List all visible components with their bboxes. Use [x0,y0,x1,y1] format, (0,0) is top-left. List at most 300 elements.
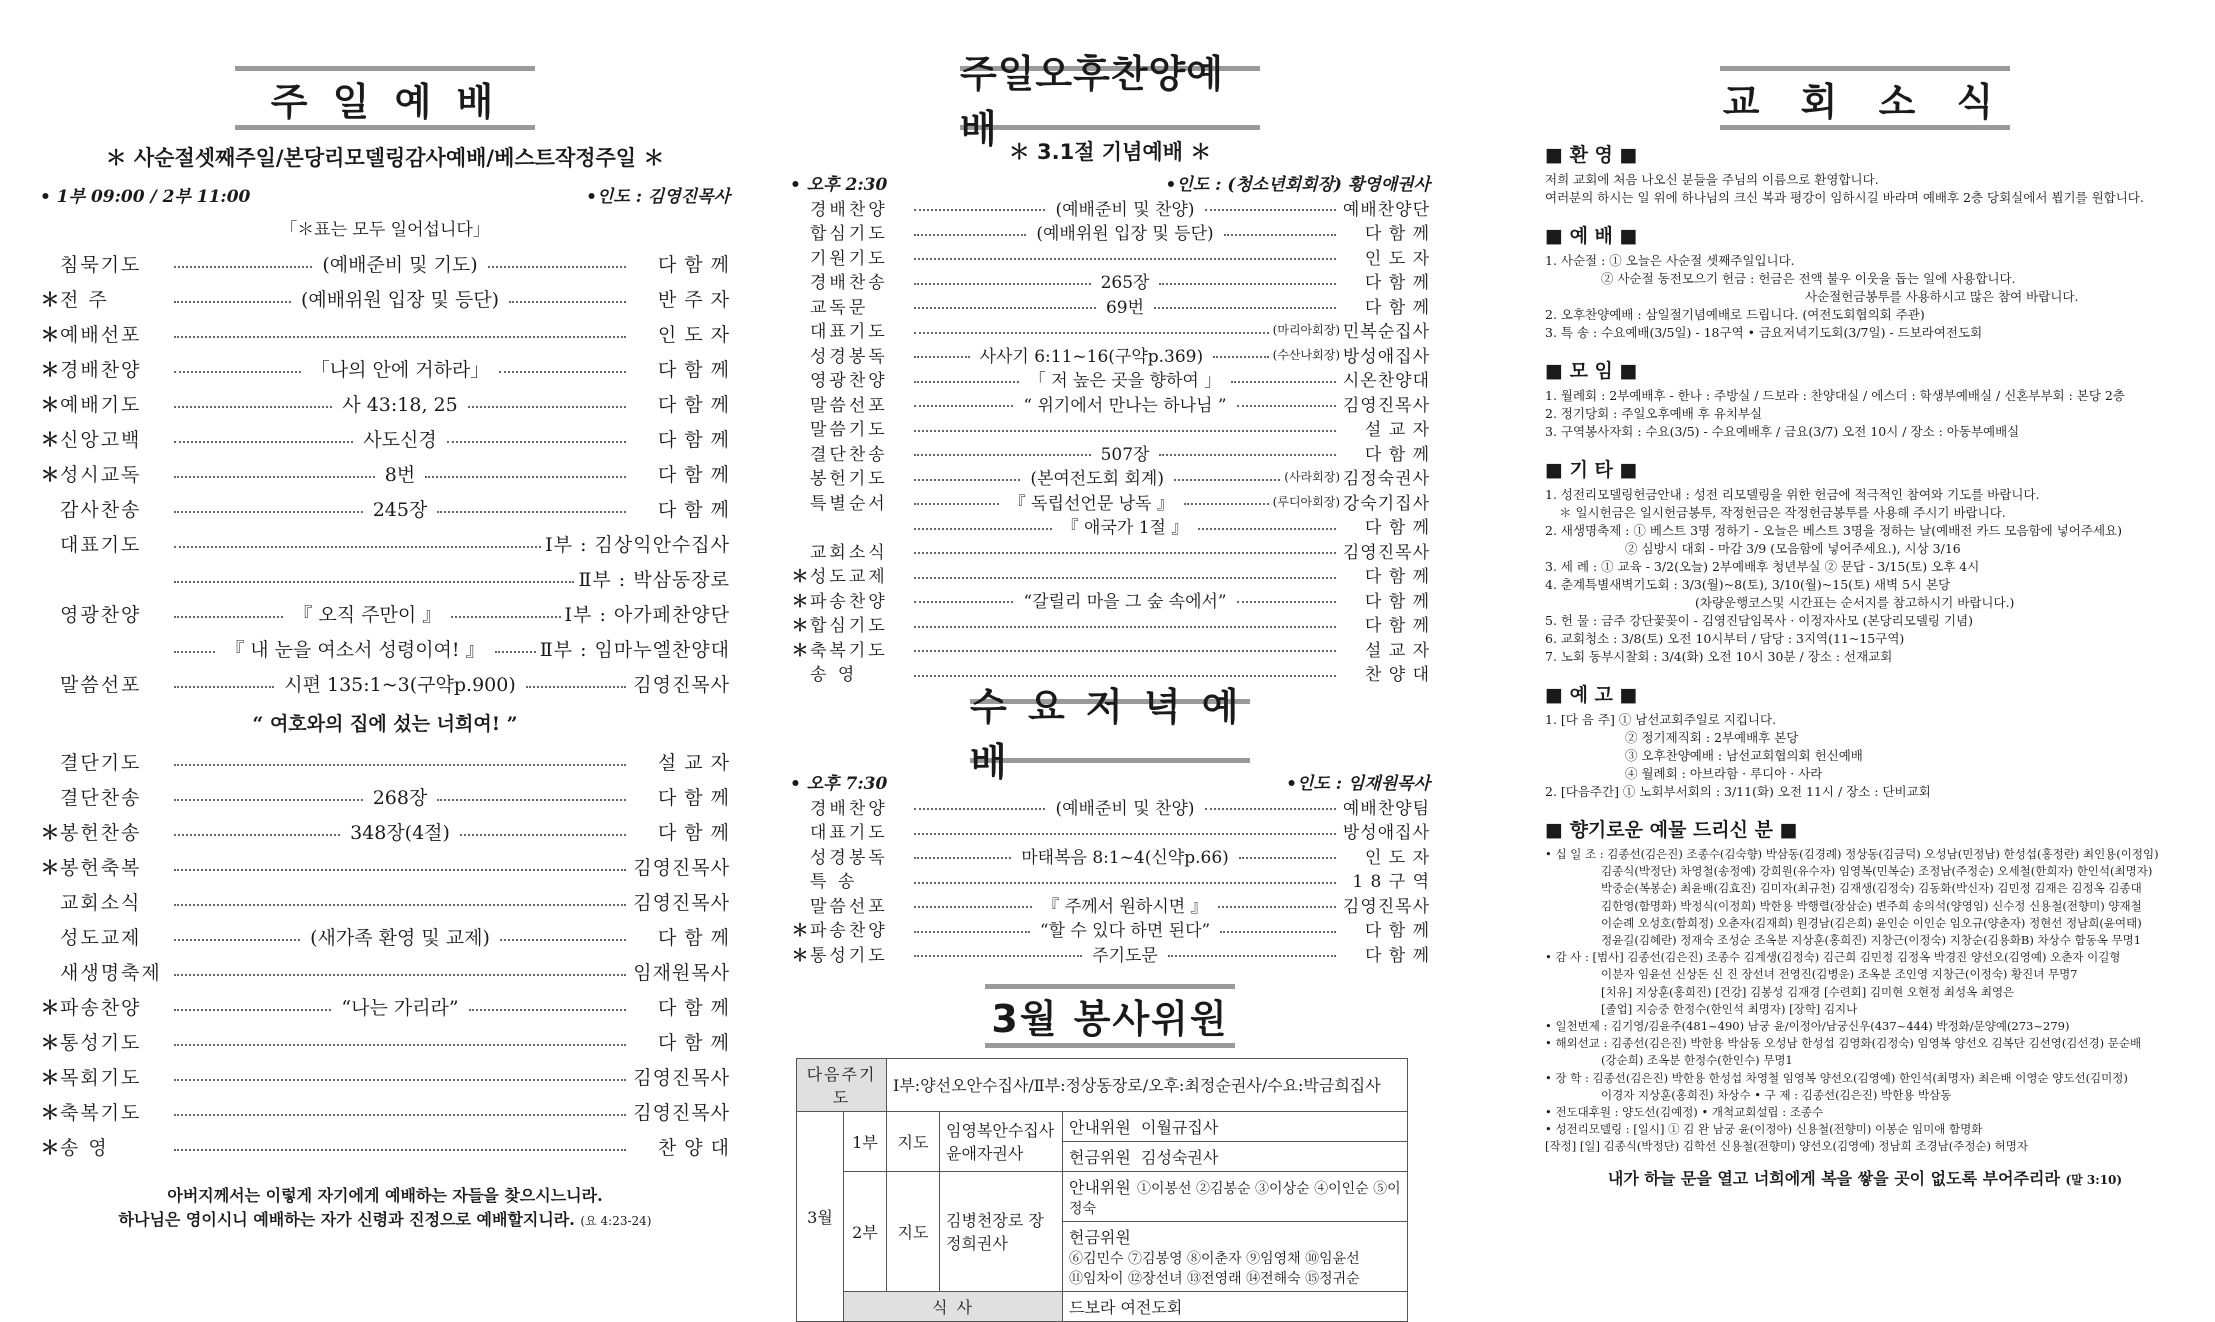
service-row [40,884,730,919]
service-row [790,342,1430,367]
service-row [790,391,1430,416]
leader-dots [174,266,312,268]
etc-section [1545,455,2185,666]
final-verse-ref: (말 3:10) [2065,1172,2123,1187]
part2-offering-value-1: ⑥김민수 ⑦김봉영 ⑧이춘자 ⑨임영채 ⑩임윤선 [1069,1250,1360,1267]
leader-dots [914,209,1045,211]
service-row [40,561,730,596]
leader-dots [914,833,1336,835]
donor-line: 이순례 오성호(함희정) 오춘자(김재희) 원경남(김은희) 윤인순 이인순 임오규(양춘자) 정현선 정남희(윤여태) [1601,915,2142,930]
leader-dots [174,799,363,801]
afternoon-worship-column [790,0,1431,1317]
service-item-detail: 마태복음 8:1~4(신약p.66) [1021,847,1229,868]
service-item-person: 설 교 자 [1364,420,1430,441]
leader-dots [437,511,626,513]
leader-dots [1213,356,1269,358]
meal-label: 식 사 [844,1291,1063,1321]
notice-line: ② 정기제직회 : 2부예배후 본당 [1625,730,1799,745]
service-item-name: 대표기도 [810,322,888,343]
service-row [790,868,1430,893]
service-item-name: 말씀선포 [810,395,888,416]
part1-offering-row [1063,1141,1408,1171]
service-row [790,612,1430,637]
service-item-person: 다 함 께 [657,499,730,521]
leader-dots [914,857,1011,859]
leader-dots [914,454,1091,456]
leader-dots [914,931,1030,933]
church-news-column [1545,0,2185,1240]
stand-mark: ＊ [40,464,60,486]
donor-line: 김종식(박정단) 차영철(송정예) 강희원(유수자) 임영복(민복순) 조정남(주정순) 오세철(한희자) 한인석(최명자) [1601,864,2153,879]
donor-line: [작정] [일] 김종식(박정단) 김학선 신용철(전향미) 양선오(김영예) 정남희 조경남(주정순) 허명자 [1545,1139,2029,1154]
notice-line: 2. [다음주간] ① 노회부서회의 : 3/11(화) 오전 11시 / 장소 : 단비교회 [1545,784,1931,799]
stand-mark: ＊ [791,640,809,661]
service-item-detail: 『 주께서 원하시면 』 [1042,896,1208,917]
service-row [40,1129,730,1164]
leader-dots [174,1009,331,1011]
church-news-title: 교 회 소 식 [1722,79,2008,124]
notice-line: ③ 오후찬양예배 : 남선교회협의회 헌신예배 [1625,748,1863,763]
leader-dots [914,955,1082,957]
service-item-name: 성시교독 [60,464,142,486]
service-item-person: 김영진목사 [633,892,730,914]
stand-mark: ＊ [40,1102,60,1124]
service-row [790,819,1430,844]
service-row [790,843,1430,868]
worship-time: • 1부 09:00 / 2부 11:00 [40,187,251,207]
leader-dots [500,939,626,941]
service-item-person: 다 함 께 [657,394,730,416]
meeting-heading: ■ 모 임 ■ [1545,360,1638,382]
service-item-person: 다 함 께 [1364,273,1430,294]
service-item-name: 말씀기도 [810,420,888,441]
donor-line: 이경자 지상훈(홍희진) 차상수 • 구 제 : 김종선(김은진) 박한용 박삼동 [1601,1087,1952,1102]
next-prayer-value: Ⅰ부:양선오안수집사/Ⅱ부:정상동장로/오후:최정순권사/수요:박금희집사 [887,1058,1408,1111]
service-item-person: 김영진목사 [633,1067,730,1089]
service-item-person: 시온찬양대 [1342,371,1430,392]
leader-dots [469,1009,626,1011]
service-item-name: 파송찬양 [810,921,888,942]
service-item-person: 찬 양 대 [1364,665,1430,686]
role-note: (수산나회장) [1272,347,1340,362]
notice-line: ④ 월례회 : 아브라함 · 루디아 · 사라 [1625,766,1823,781]
part2-cell: 2부 [844,1171,887,1291]
leader-dots [914,808,1045,810]
leader-dots [1205,209,1336,211]
service-row [790,269,1430,294]
leader-dots [914,258,1336,260]
leader-dots [174,904,626,906]
service-item-name: 예배기도 [60,394,142,416]
leader-dots [509,301,626,303]
welcome-line: 여러분의 하시는 일 위에 하나님의 크신 복과 평강이 임하시길 바라며 예배후 2층 당회실에서 뵙기를 원합니다. [1545,190,2144,205]
service-item-person: 찬 양 대 [657,1137,730,1159]
service-item-name: 전 주 [60,289,109,311]
service-item-name: 송 영 [810,665,858,686]
leader-dots [174,476,375,478]
service-item-name: 교독문 [810,297,869,318]
service-item-person: 다 함 께 [1364,224,1430,245]
service-item-detail: “ 위기에서 만나는 하나님 ” [1023,395,1227,416]
service-row [40,316,730,351]
donor-line: • 십 일 조 : 김종선(김은진) 조종수(김숙향) 박삼동(김경례) 정상동(김금덕) 오성남(민정남) 한성섭(홍정란) 최인용(이정임) [1545,847,2159,861]
etc-line: 5. 헌 물 : 금주 강단꽃꽂이 - 김영진담임목사 · 이정자사모 (본당리모델링 기념) [1545,613,1973,628]
part1-guide-row [1063,1111,1408,1141]
service-item-person: 다 함 께 [1364,921,1430,942]
service-item-name: 결단찬송 [60,787,142,809]
service-item-person: 다 함 께 [1364,591,1430,612]
leader-dots [174,511,363,513]
service-item-person: 다 함 께 [657,254,731,276]
service-row [790,195,1430,220]
welcome-section [1545,140,2185,207]
meeting-line: 1. 월례회 : 2부예배후 - 한나 : 주방실 / 드보라 : 찬양대실 / 에스더 : 학생부예배실 / 신혼부부회 : 본당 2층 [1545,388,2125,403]
leader-dots [174,371,301,373]
leader-dots [914,601,1013,603]
part2-guide-row [1063,1171,1408,1221]
service-item-name: 특 송 [810,872,858,893]
next-prayer-label: 다음주기도 [797,1058,887,1111]
notice-heading: ■ 예 고 ■ [1545,684,1638,706]
leader-dots [1237,601,1336,603]
wednesday-order-of-service [790,794,1430,966]
service-item-name: 경배찬송 [810,273,888,294]
service-item-person: 다 함 께 [1364,297,1430,318]
leader-dots [174,686,274,688]
service-item-person: 다 함 께 [1364,616,1430,637]
leader-dots [1224,234,1336,236]
leader-dots [1168,955,1336,957]
service-item-detail: 주기도문 [1092,945,1158,966]
meeting-line: 2. 정기당회 : 주일오후예배 후 유치부실 [1545,406,1763,421]
service-row [40,1094,730,1129]
service-item-name: 교회소식 [60,892,142,914]
leader-dots [914,283,1091,285]
afternoon-worship-title: 주일오후찬양예배 [960,52,1224,151]
service-item-name: 기원기도 [810,248,888,269]
service-row [790,318,1430,343]
service-item-name: 결단기도 [60,752,142,774]
service-row [790,489,1430,514]
leader-dots [914,906,1032,908]
service-item-detail: 『 오직 주만이 』 [293,604,442,626]
service-row [790,293,1430,318]
service-item-person: 다 함 께 [657,787,730,809]
afternoon-worship-subtitle: ＊ 3.1절 기념예배 ＊ [1008,140,1212,164]
service-item-detail: 507장 [1100,444,1150,465]
part2-jido-cell: 지도 [887,1171,940,1291]
offering-donors-section [1545,815,2185,1156]
service-item-detail: 8번 [384,464,416,486]
service-item-detail: 「 저 높은 곳을 향하여 」 [1028,371,1222,392]
etc-line: ② 심방시 대회 - 마감 3/9 (모음함에 넣어주세요.), 시상 3/16 [1625,541,1961,556]
final-verse [1545,1166,2185,1189]
service-item-person: 김영진목사 [1342,395,1430,416]
service-item-name: 합심기도 [810,224,888,245]
service-item-detail: 69번 [1105,297,1145,318]
leader-dots [174,581,574,583]
service-item-person: 임재원목사 [633,962,730,984]
leader-dots [468,406,626,408]
leader-dots [1237,405,1336,407]
offering-donors-heading: ■ 향기로운 예물 드리신 분 ■ [1545,819,1798,841]
leader-dots [1198,528,1336,530]
leader-dots [437,799,626,801]
volunteers-title-bar [985,984,1235,1048]
month-cell: 3월 [797,1111,844,1321]
leader-dots [174,546,541,548]
worship-news-line: 1. 사순절 : ① 오늘은 사순절 셋째주일입니다. [1545,253,1795,268]
service-item-person: 다 함 께 [657,359,730,381]
service-item-person: 강숙기집사 [1342,493,1430,514]
donor-line: • 장 학 : 김종선(김은진) 박한용 한성섭 차영철 임영복 양선오(김영예) 한인석(최명자) 최은배 이영순 양도선(김미정) [1545,1070,2128,1085]
sunday-worship-meta [40,182,730,207]
service-item-name: 성경봉독 [810,847,888,868]
service-item-name: 성경봉독 [810,346,888,367]
service-item-name: 통성기도 [810,945,888,966]
service-item-person: 다 함 께 [657,429,731,451]
service-item-person: 다 함 께 [1364,518,1430,539]
service-item-detail: 「나의 안에 거하라」 [310,359,490,381]
donor-line: 이분자 임윤선 신상돈 신 진 장선녀 전영진(김병운) 조옥분 조인영 지창근(이정숙) 황진녀 무명7 [1601,967,2078,982]
service-item-detail: 245장 [372,499,428,521]
leader-dots [425,476,626,478]
meeting-section [1545,356,2185,441]
service-item-detail: (예배위원 입장 및 등단) [300,289,500,311]
leader-dots [174,1044,626,1046]
donor-line: 정윤길(김혜란) 정재숙 조성순 조옥분 지상훈(홍희진) 지창근(이정숙) 지창순(김용화B) 차상수 함동옥 무명1 [1601,933,2142,948]
stand-mark: ＊ [40,997,60,1019]
wednesday-worship-title-bar [970,685,1250,784]
service-item-person: 예배찬양팀 [1342,798,1430,819]
service-item-person: Ⅱ부 : 임마누엘찬양대 [539,639,731,661]
service-item-name: 말씀선포 [60,674,142,696]
etc-line: 1. 성전리모델링헌금안내 : 성전 리모델링을 위한 헌금에 적극적인 참여와 기도를 바랍니다. [1545,487,2040,502]
leader-dots [1154,307,1336,309]
service-item-name: 신앙고백 [60,429,142,451]
wednesday-worship-title: 수 요 저 녁 예 배 [970,685,1243,784]
leader-dots [174,616,283,618]
sunday-worship-subtitle: ＊ 사순절셋째주일/본당리모델링감사예배/베스트작정주일 ＊ [105,146,665,170]
service-item-name: 경배찬양 [810,199,888,220]
service-item-name: 영광찬양 [60,604,142,626]
leader-dots [1220,931,1336,933]
leader-dots [174,301,291,303]
welcome-heading: ■ 환 영 ■ [1545,144,1638,166]
leader-dots [174,336,626,338]
stand-mark: ＊ [791,591,809,612]
service-item-detail: 348장(4절) [350,822,450,844]
service-row [790,538,1430,563]
service-item-name: 송 영 [60,1137,109,1159]
service-item-name: 경배찬양 [810,798,888,819]
stand-mark: ＊ [40,394,60,416]
part2-offering-label: 헌금위원 [1069,1227,1131,1247]
service-row [790,514,1430,539]
service-row [790,244,1430,269]
part2-guide-value: ①이봉선 ②김봉순 ③이상순 ④이인순 ⑤이정숙 [1069,1180,1401,1217]
donor-line: (강순희) 조옥분 한정수(한인수) 무명1 [1601,1053,1793,1068]
worship-news-line: 3. 특 송 : 수요예배(3/5일) - 18구역 • 금요저녁기도회(3/7일) - 드보라여전도회 [1545,325,1983,340]
service-item-name: 감사찬송 [60,499,142,521]
etc-line: 2. 새생명축제 : ① 베스트 3명 정하기 - 오늘은 베스트 3명을 정하는 날(예배전 카드 모음함에 넣어주세요) [1545,523,2122,538]
closing-line-1: 아버지께서는 이렇게 자기에게 예배하는 자들을 찾으시느니라. [167,1186,603,1205]
etc-line: 4. 춘계특별새벽기도회 : 3/3(월)~8(토), 3/10(월)~15(토) 새벽 5시 본당 [1545,577,1951,592]
stand-mark: ＊ [40,429,60,451]
order-of-service [40,246,730,701]
service-row [40,1059,730,1094]
service-item-detail: (본여전도회 회계) [1030,469,1164,490]
service-row [790,367,1430,392]
leader-dots [174,974,626,976]
service-item-detail: “나는 가리라” [341,997,459,1019]
service-item-name: 대표기도 [60,534,142,556]
leader-dots [1174,479,1280,481]
service-item-detail: (새가족 환영 및 교제) [310,927,490,949]
closing-verse [40,1184,730,1233]
closing-line-2: 하나님은 영이시니 예배하는 자가 신령과 진정으로 예배할지니라. [118,1210,575,1229]
service-item-person: 1 8 구 역 [1352,872,1430,893]
role-note: (마리아회장) [1272,323,1340,338]
service-item-person: 설 교 자 [657,752,730,774]
service-item-person: 김영진목사 [633,674,731,696]
service-item-name: 특별순서 [810,493,888,514]
part2-offering-value-2: ⑪임차이 ⑫장선녀 ⑬전영래 ⑭전해숙 ⑮정귀순 [1069,1270,1360,1287]
notice-section [1545,680,2185,801]
service-item-detail: 265장 [1100,273,1150,294]
service-item-name: 말씀선포 [810,896,888,917]
service-item-detail: 사 43:18, 25 [342,394,458,416]
welcome-line: 저희 교회에 처음 나오신 분들을 주님의 이름으로 환영합니다. [1545,172,1879,187]
service-row [40,1024,730,1059]
worship-news-line: ② 사순절 동전모으기 헌금 : 헌금은 전액 불우 이웃을 돕는 일에 사용합니다. [1601,271,2016,286]
service-item-name: 성도교제 [810,567,888,588]
part1-leaders-cell: 임영복안수집사 윤애자권사 [940,1111,1063,1171]
leader-dots [447,441,626,443]
service-item-detail: 268장 [372,787,428,809]
service-item-detail: “할 수 있다 하면 된다” [1039,921,1211,942]
stand-mark: ＊ [40,822,60,844]
service-item-person: 김영진목사 [1342,542,1430,563]
service-row [40,281,730,316]
leader-dots [914,405,1013,407]
service-item-person: 김영진목사 [1342,896,1431,917]
part1-guide-label: 안내위원 [1069,1117,1131,1137]
part1-jido-cell: 지도 [887,1111,940,1171]
notice-line: 1. [다 음 주] ① 남선교회주일로 지킵니다. [1545,712,1777,727]
service-item-name: 봉헌기도 [810,469,888,490]
service-item-name: 파송찬양 [810,591,888,612]
leader-dots [1184,503,1269,505]
stand-mark: ＊ [40,324,60,346]
service-row [790,440,1430,465]
service-row [790,587,1430,612]
leader-dots [914,528,1052,530]
stand-mark: ＊ [791,616,809,637]
service-row [40,596,730,631]
leader-dots [174,1114,626,1116]
service-row [40,631,730,666]
stand-mark: ＊ [40,1032,60,1054]
service-item-name: 통성기도 [60,1032,142,1054]
leader-dots [499,371,626,373]
service-item-name: 합심기도 [810,616,888,637]
meeting-line: 3. 구역봉사자회 : 수요(3/5) - 수요예배후 / 금요(3/7) 오전 10시 / 장소 : 아동부예배실 [1545,424,2020,439]
service-item-name: 목회기도 [60,1067,142,1089]
part2-leaders-cell: 김병천장로 장정희권사 [940,1171,1063,1291]
service-row [790,892,1430,917]
leader-dots [174,406,332,408]
leader-dots [1159,283,1336,285]
stand-mark: ＊ [791,921,809,942]
service-item-detail: (예배준비 및 찬양) [1055,798,1195,819]
service-row [40,779,730,814]
service-row [790,220,1430,245]
service-row [40,491,730,526]
service-item-name: 새생명축제 [60,962,162,984]
service-row [790,917,1430,942]
afternoon-worship-title-bar [960,52,1260,151]
sermon-title: “ 여호와의 집에 섰는 너희여! ” [252,713,518,735]
role-note: (루디아회장) [1272,494,1340,509]
worship-leader: •인도 : 김영진목사 [586,187,730,207]
leader-dots [914,577,1336,579]
service-item-person: 김정숙권사 [1342,469,1431,490]
leader-dots [174,1149,626,1151]
part2-offering-row [1063,1221,1408,1291]
leader-dots [914,552,1336,554]
service-item-name: 결단찬송 [810,444,888,465]
service-item-name: 축복기도 [810,640,888,661]
service-item-person: 다 함 께 [1364,444,1430,465]
service-item-person: 인 도 자 [657,324,730,346]
offering-donors-list [1545,846,2185,1156]
leader-dots [174,1079,626,1081]
service-item-person: 반 주 자 [657,289,731,311]
final-verse-text: 내가 하늘 문을 열고 너희에게 복을 쌓을 곳이 없도록 부어주리라 [1607,1168,2060,1188]
sunday-worship-column [40,0,730,1240]
service-item-detail: 『 애국가 1절 』 [1061,518,1189,539]
leader-dots [495,651,536,653]
leader-dots [914,381,1019,383]
sunday-worship-title-bar [235,66,535,130]
donor-line: • 일천번제 : 김기영/김윤주(481~490) 남궁 윤/이정아/남궁신우(437~444) 박정화/문양예(273~279) [1545,1019,2070,1034]
stand-mark: ＊ [40,857,60,879]
service-row [790,636,1430,661]
leader-dots [914,882,1336,884]
service-item-person: 다 함 께 [657,1032,730,1054]
part2-guide-label: 안내위원 [1069,1177,1131,1197]
service-item-name: 침묵기도 [60,254,142,276]
service-item-person: 방성애집사 [1342,346,1430,367]
service-row [40,456,730,491]
leader-dots [174,834,340,836]
role-note: (사라회장) [1284,470,1341,485]
service-row [40,849,730,884]
service-item-name: 경배찬양 [60,359,142,381]
worship-news-line: 2. 오후찬양예배 : 삼일절기념예배로 드립니다. (여전도회협의회 주관) [1545,307,1925,322]
part1-offering-label: 헌금위원 [1069,1147,1131,1167]
leader-dots [1239,857,1336,859]
afternoon-leader: •인도 : (청소년회회장) 황영애권사 [1165,175,1430,195]
service-item-person: 방성애집사 [1342,823,1430,844]
afternoon-order-of-service [790,195,1430,685]
leader-dots [914,307,1096,309]
service-item-person: 다 함 께 [657,927,730,949]
service-item-person: 다 함 께 [657,997,730,1019]
afternoon-worship-meta [790,170,1430,195]
leader-dots [174,939,300,941]
